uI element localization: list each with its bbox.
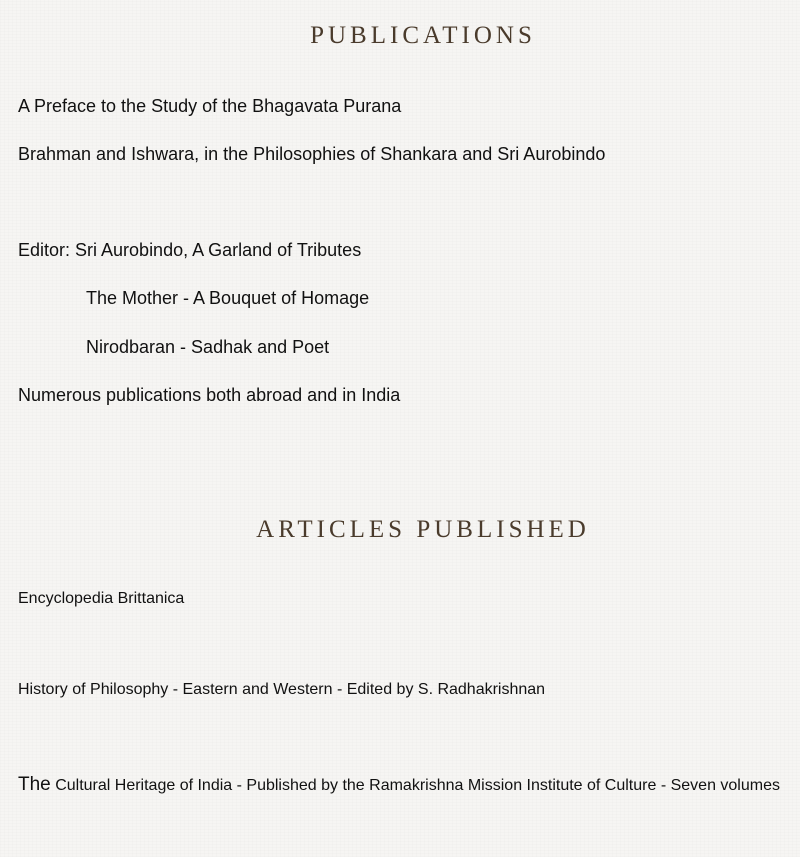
publication-item: Editor: Sri Aurobindo, A Garland of Tributes <box>18 240 362 260</box>
article-item: History of Philosophy - Eastern and Western - Edited by S. Radhakrishnan <box>18 681 546 698</box>
publication-item: The Mother - A Bouquet of Homage <box>86 288 370 308</box>
article-item-text: Cultural Heritage of India - Published by the Ramakrishna Mission Institute of Culture - Seven volumes <box>50 777 780 794</box>
articles-heading: ARTICLES PUBLISHED <box>256 516 590 543</box>
publication-item: Numerous publications both abroad and in India <box>18 385 401 405</box>
article-item-lead: The <box>18 774 51 795</box>
publication-item: A Preface to the Study of the Bhagavata Purana <box>18 96 402 116</box>
article-item <box>18 770 798 800</box>
article-item: Encyclopedia Brittanica <box>18 590 185 607</box>
publications-heading: PUBLICATIONS <box>310 22 536 49</box>
publication-item: Nirodbaran - Sadhak and Poet <box>86 337 330 357</box>
publication-item: Brahman and Ishwara, in the Philosophies of Shankara and Sri Aurobindo <box>18 144 606 164</box>
